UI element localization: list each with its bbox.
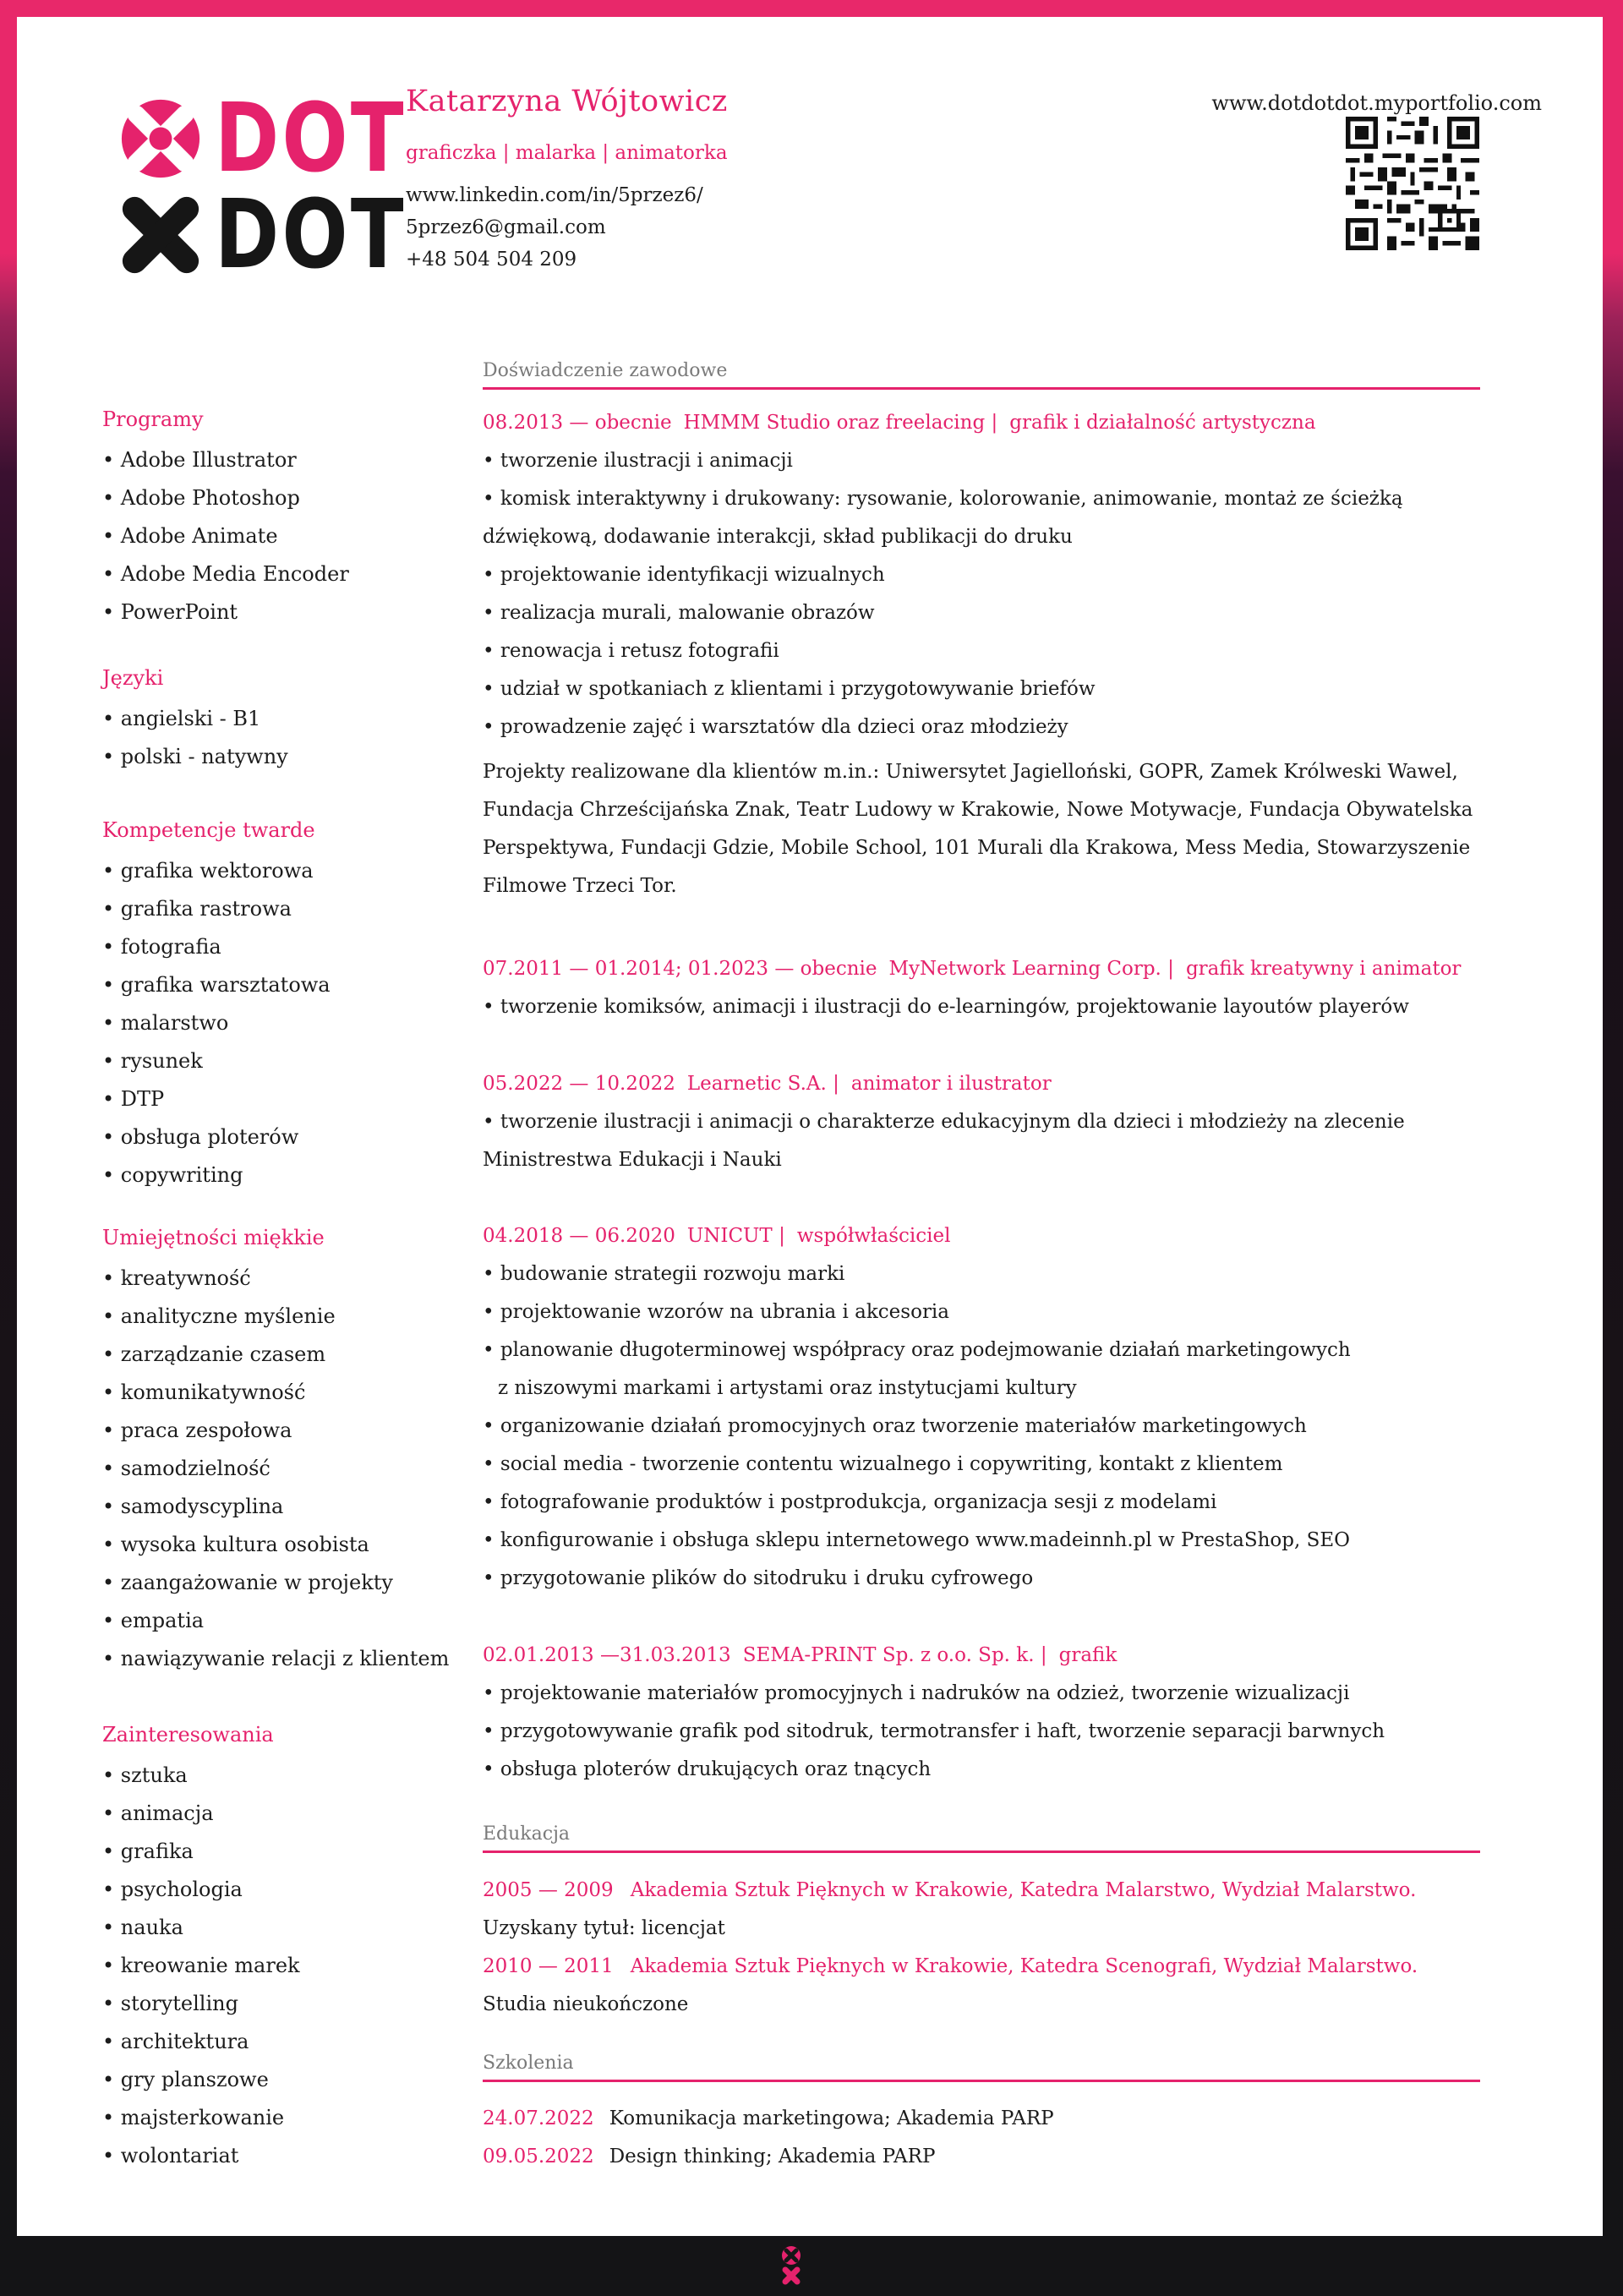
job-header xyxy=(483,950,1480,988)
training-date: 09.05.2022 xyxy=(483,2146,594,2168)
email-link[interactable]: 5przez6@gmail.com xyxy=(406,216,606,238)
job-company: UNICUT | xyxy=(686,1225,785,1247)
list-item: • empatia xyxy=(102,1602,457,1640)
job-bullet: • planowanie długoterminowej współpracy oraz podejmowanie działań marketingowych xyxy=(483,1331,1480,1369)
job-header xyxy=(483,1065,1480,1103)
job-bullet: • social media - tworzenie contentu wizualnego i copywriting, kontakt z klientem xyxy=(483,1446,1480,1484)
person-name: Katarzyna Wójtowicz xyxy=(406,85,728,118)
list-item: • kreatywność xyxy=(102,1260,457,1298)
education-entry xyxy=(483,1948,1480,1986)
footer-logo-icon xyxy=(781,2245,801,2286)
portfolio-link[interactable]: www.dotdotdot.myportfolio.com xyxy=(1211,91,1542,115)
job-learnetic xyxy=(483,1065,1480,1179)
list-item: • samodzielność xyxy=(102,1450,457,1488)
programs-title: Programy xyxy=(102,407,204,431)
job-bullet: • renowacja i retusz fotografii xyxy=(483,632,1480,670)
edu-note: Studia nieukończone xyxy=(483,1993,689,2015)
languages-title: Języki xyxy=(102,666,164,690)
edu-note: Uzyskany tytuł: licencjat xyxy=(483,1917,725,1939)
job-dates: 08.2013 — obecnie xyxy=(483,412,672,434)
job-bullet: • przygotowywanie grafik pod sitodruk, termotransfer i haft, tworzenie separacji barwnych xyxy=(483,1713,1480,1751)
job-dates: 07.2011 — 01.2014; 01.2023 — obecnie xyxy=(483,958,877,980)
clients-note: Projekty realizowane dla klientów m.in.: Uniwersytet Jagielloński, GOPR, Zamek Królweski Wawel, Fundacja Chrześcijańska Znak, Teatr Ludowy w Krakowie, Nowe Motywacje, Fundacja Obywatelska Perspektywa, Fundacji Gdzie, Mobile School, 101 Murali dla Krakowa, Mess Media, Stowarzyszenie Filmowe Trzeci Tor. xyxy=(483,761,1473,897)
job-bullet: • obsługa ploterów drukujących oraz tnących xyxy=(483,1751,1480,1789)
list-item: • storytelling xyxy=(102,1985,457,2023)
list-item: • praca zespołowa xyxy=(102,1412,457,1450)
edu-school: Akademia Sztuk Pięknych w Krakowie, Katedra Scenografi, Wydział Malarstwo. xyxy=(630,1955,1418,1977)
job-position: grafik xyxy=(1058,1644,1118,1666)
job-header xyxy=(483,1217,1480,1255)
linkedin-link[interactable]: www.linkedin.com/in/5przez6/ xyxy=(406,184,703,206)
list-item: • kreowanie marek xyxy=(102,1947,457,1985)
list-item: • sztuka xyxy=(102,1757,457,1795)
job-bullet: • konfigurowanie i obsługa sklepu internetowego www.madeinnh.pl w PrestaShop, SEO xyxy=(483,1522,1480,1560)
phone-number: +48 504 504 209 xyxy=(406,249,577,271)
job-bullet: • projektowanie wzorów na ubrania i akcesoria xyxy=(483,1293,1480,1331)
job-company: MyNetwork Learning Corp. | xyxy=(888,958,1174,980)
job-dates: 02.01.2013 —31.03.2013 xyxy=(483,1644,731,1666)
training-entry xyxy=(483,2138,1480,2176)
education-list xyxy=(483,1872,1480,2024)
list-item: • grafika warsztatowa xyxy=(102,966,457,1004)
experience-title: Doświadczenie zawodowe xyxy=(483,358,1480,390)
list-item: • nauka xyxy=(102,1909,457,1947)
programs-section xyxy=(102,406,457,631)
job-bullet: • realizacja murali, malowanie obrazów xyxy=(483,594,1480,632)
list-item: • psychologia xyxy=(102,1871,457,1909)
list-item: • PowerPoint xyxy=(102,593,457,631)
list-item: • majsterkowanie xyxy=(102,2099,457,2137)
list-item: • wolontariat xyxy=(102,2137,457,2175)
job-bullet: • przygotowanie plików do sitodruku i druku cyfrowego xyxy=(483,1560,1480,1598)
education-entry xyxy=(483,1872,1480,1910)
training-date: 24.07.2022 xyxy=(483,2107,594,2129)
job-bullet: • tworzenie ilustracji i animacji xyxy=(483,442,1480,480)
list-item: • polski - natywny xyxy=(102,738,457,776)
list-item: • grafika xyxy=(102,1833,457,1871)
job-mynetwork xyxy=(483,950,1480,1026)
job-bullet: • tworzenie ilustracji i animacji o charakterze edukacyjnym dla dzieci i młodzieży na zlecenie xyxy=(483,1103,1480,1141)
list-item: • Adobe Animate xyxy=(102,517,457,555)
job-header xyxy=(483,404,1480,442)
list-item: • grafika wektorowa xyxy=(102,852,457,890)
job-hmmm xyxy=(483,404,1480,905)
list-item: • rysunek xyxy=(102,1042,457,1080)
list-item: • samodyscyplina xyxy=(102,1488,457,1526)
job-bullet: • organizowanie działań promocyjnych oraz tworzenie materiałów marketingowych xyxy=(483,1408,1480,1446)
hard-skills-title: Kompetencje twarde xyxy=(102,818,315,842)
list-item: • fotografia xyxy=(102,928,457,966)
list-item: • obsługa ploterów xyxy=(102,1118,457,1156)
list-item: • zaangażowanie w projekty xyxy=(102,1564,457,1602)
job-bullet: • budowanie strategii rozwoju marki xyxy=(483,1255,1480,1293)
list-item: • nawiązywanie relacji z klientem xyxy=(102,1640,457,1678)
list-item: • DTP xyxy=(102,1080,457,1118)
job-bullet-cont: dźwiękową, dodawanie interakcji, skład publikacji do druku xyxy=(483,526,1073,548)
logo-word-bottom: DOT xyxy=(215,180,407,290)
pink-x-circle-icon xyxy=(120,98,201,179)
job-company: SEMA-PRINT Sp. z o.o. Sp. k. | xyxy=(742,1644,1047,1666)
job-position: współwłaściciel xyxy=(796,1225,951,1247)
edu-school: Akademia Sztuk Pięknych w Krakowie, Katedra Malarstwo, Wydział Malarstwo. xyxy=(630,1879,1417,1901)
list-item: • copywriting xyxy=(102,1156,457,1194)
trainings-list xyxy=(483,2100,1480,2176)
job-position: grafik kreatywny i animator xyxy=(1185,958,1462,980)
list-item: • angielski - B1 xyxy=(102,700,457,738)
job-bullet: • udział w spotkaniach z klientami i przygotowywanie briefów xyxy=(483,670,1480,708)
job-bullet-cont: Ministrestwa Edukacji i Nauki xyxy=(483,1149,782,1171)
list-item: • animacja xyxy=(102,1795,457,1833)
job-position: animator i ilustrator xyxy=(850,1073,1052,1095)
job-bullet: • komisk interaktywny i drukowany: rysowanie, kolorowanie, animowanie, montaż ze ścieżką xyxy=(483,480,1480,518)
list-item: • Adobe Media Encoder xyxy=(102,555,457,593)
job-dates: 05.2022 — 10.2022 xyxy=(483,1073,675,1095)
list-item: • analityczne myślenie xyxy=(102,1298,457,1336)
trainings-title: Szkolenia xyxy=(483,2051,1480,2082)
job-dates: 04.2018 — 06.2020 xyxy=(483,1225,675,1247)
edu-dates: 2010 — 2011 xyxy=(483,1955,614,1977)
list-item: • gry planszowe xyxy=(102,2061,457,2099)
languages-section xyxy=(102,664,457,776)
job-company: HMMM Studio oraz freelacing | xyxy=(683,412,998,434)
interests-title: Zainteresowania xyxy=(102,1723,274,1747)
logo-word-top: DOT xyxy=(215,84,407,194)
job-unicut xyxy=(483,1217,1480,1598)
list-item: • Adobe Photoshop xyxy=(102,479,457,517)
black-x-icon xyxy=(120,194,201,276)
edu-dates: 2005 — 2009 xyxy=(483,1879,614,1901)
job-bullet: • tworzenie komiksów, animacji i ilustracji do e-learningów, projektowanie layoutów playerów xyxy=(483,988,1480,1026)
list-item: • zarządzanie czasem xyxy=(102,1336,457,1374)
training-entry xyxy=(483,2100,1480,2138)
job-bullet: • projektowanie identyfikacji wizualnych xyxy=(483,556,1480,594)
list-item: • malarstwo xyxy=(102,1004,457,1042)
soft-skills-title: Umiejętności miękkie xyxy=(102,1226,325,1249)
job-sema-print xyxy=(483,1637,1480,1789)
training-text: Komunikacja marketingowa; Akademia PARP xyxy=(609,2107,1054,2129)
list-item: • Adobe Illustrator xyxy=(102,441,457,479)
job-bullet: • fotografowanie produktów i postprodukcja, organizacja sesji z modelami xyxy=(483,1484,1480,1522)
list-item: • wysoka kultura osobista xyxy=(102,1526,457,1564)
qr-code-icon[interactable] xyxy=(1346,117,1479,250)
job-company: Learnetic S.A. | xyxy=(686,1073,839,1095)
list-item: • architektura xyxy=(102,2023,457,2061)
person-role: graficzka | malarka | animatorka xyxy=(406,142,728,164)
list-item: • grafika rastrowa xyxy=(102,890,457,928)
job-position: grafik i działalność artystyczna xyxy=(1009,412,1316,434)
training-text: Design thinking; Akademia PARP xyxy=(609,2146,936,2168)
job-bullet: • projektowanie materiałów promocyjnych i nadruków na odzież, tworzenie wizualizacji xyxy=(483,1675,1480,1713)
interests-section xyxy=(102,1721,457,2175)
list-item: • komunikatywność xyxy=(102,1374,457,1412)
job-header xyxy=(483,1637,1480,1675)
job-bullet-cont: z niszowymi markami i artystami oraz instytucjami kultury xyxy=(498,1377,1077,1399)
job-bullet: • prowadzenie zajęć i warsztatów dla dzieci oraz młodzieży xyxy=(483,708,1480,746)
soft-skills-section xyxy=(102,1224,457,1678)
hard-skills-section xyxy=(102,817,457,1194)
education-title: Edukacja xyxy=(483,1822,1480,1853)
